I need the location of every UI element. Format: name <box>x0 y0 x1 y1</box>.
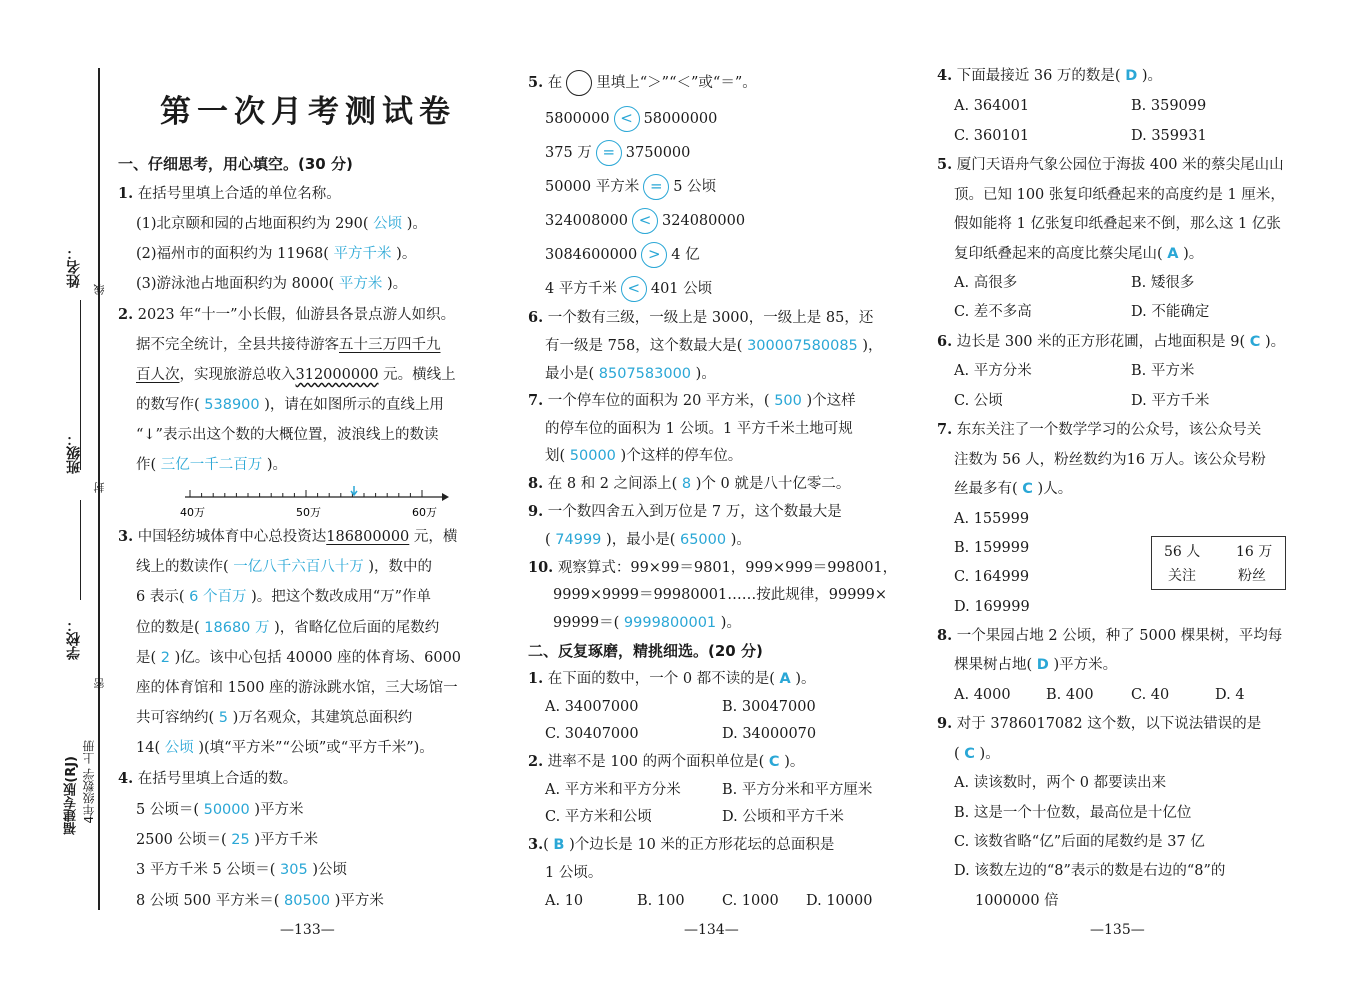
compare-circle: < <box>614 106 640 132</box>
page-number-135: —135— <box>1090 922 1145 938</box>
class-underline <box>80 500 81 600</box>
brand-label: 福建专版(RJ) <box>64 756 79 835</box>
compare-row: 375 万 = 3750000 <box>545 140 690 166</box>
tick-label-50: 50万 <box>296 506 321 519</box>
empty-circle-icon <box>566 70 592 96</box>
follow-count: 56 人 <box>1164 544 1201 560</box>
class-label: 班级： <box>66 432 82 474</box>
page-number-133: —133— <box>280 922 335 938</box>
fan-count: 16 万 <box>1236 544 1273 560</box>
school-label: 学校： <box>66 618 82 660</box>
tick-label-40: 40万 <box>180 506 205 519</box>
compare-row: 324008000 < 324080000 <box>545 208 745 234</box>
section-2-heading: 二、反复琢磨，精挑细选。(20 分) <box>528 642 763 660</box>
number-line <box>180 484 450 520</box>
compare-circle: > <box>641 242 667 268</box>
follower-table <box>1151 536 1286 590</box>
secret-char: 密 <box>93 678 106 689</box>
fan-label: 粉丝 <box>1238 568 1266 584</box>
compare-row: 50000 平方米 = 5 公顷 <box>545 174 716 200</box>
compare-row: 5800000 < 58000000 <box>545 106 717 132</box>
question-8: 8. 在 8 和 2 之间添上( 8 )个 0 就是八十亿零二。 <box>528 475 851 492</box>
name-label: 姓名： <box>66 246 82 288</box>
page-title: 第一次月考测试卷 <box>160 94 456 130</box>
compare-circle: < <box>632 208 658 234</box>
book-label: 4年级数学 上册 <box>82 740 96 824</box>
compare-row: 4 平方千米 < 401 公顷 <box>545 276 712 302</box>
follow-label: 关注 <box>1168 568 1196 584</box>
tick-label-60: 60万 <box>412 506 437 519</box>
compare-circle: = <box>596 140 622 166</box>
seal-char: 封 <box>93 482 106 493</box>
compare-circle: < <box>621 276 647 302</box>
compare-circle: = <box>643 174 669 200</box>
section-1-heading: 一、仔细思考，用心填空。(30 分) <box>118 155 353 173</box>
line-char: 线 <box>93 284 106 295</box>
page-number-134: —134— <box>684 922 739 938</box>
compare-row: 3084600000 > 4 亿 <box>545 242 700 268</box>
